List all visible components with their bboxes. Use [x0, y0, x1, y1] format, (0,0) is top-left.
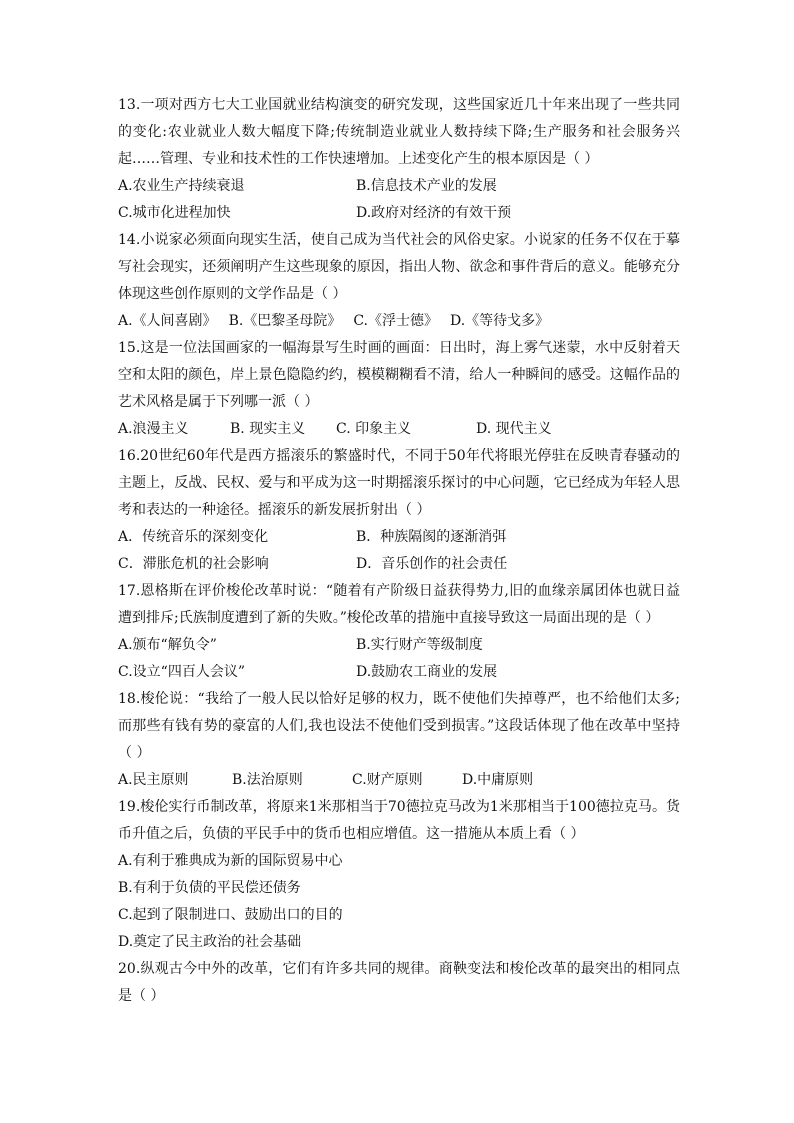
option-c: C.财产原则	[352, 772, 423, 788]
option-a: A.浪漫主义	[118, 421, 189, 437]
question-18	[118, 686, 680, 794]
options-row	[118, 659, 680, 686]
question-stem: 17.恩格斯在评价梭伦改革时说：“随着有产阶级日益获得势力,旧的血缘亲属团体也就日益遭到排斥;氏族制度遭到了新的失败。”梭伦改革的措施中直接导致这一局面出现的是（ ）	[118, 583, 680, 626]
option-d: D.中庸原则	[462, 772, 534, 788]
option-c: C.设立“四百人会议”	[118, 664, 245, 680]
option-b: B.法治原则	[232, 772, 303, 788]
question-17	[118, 578, 680, 686]
option-c: C.《浮士德》	[353, 313, 438, 329]
question-stem: 15.这是一位法国画家的一幅海景写生时画的画面：日出时，海上雾气迷蒙，水中反射着天空和太阳的颜色，岸上景色隐隐约约，模模糊糊看不清，给人一种瞬间的感受。这幅作品的艺术风格是属于下列哪一派（ ）	[118, 340, 680, 410]
options-row	[118, 416, 680, 443]
option-c: C.起到了限制进口、鼓励出口的目的	[118, 907, 343, 923]
options-row	[118, 173, 680, 200]
question-stem: 20.纵观古今中外的改革，它们有许多共同的规律。商鞅变法和梭伦改革的最突出的相同点是（ ）	[118, 961, 680, 1004]
question-20	[118, 956, 680, 1010]
option-a: A.有利于雅典成为新的国际贸易中心	[118, 853, 343, 869]
option-c: C. 印象主义	[336, 421, 412, 437]
option-b: B.《巴黎圣母院》	[228, 313, 342, 329]
option-d: D.政府对经济的有效干预	[356, 205, 512, 221]
question-stem: 16.20世纪60年代是西方摇滚乐的繁盛时代，不同于50年代将眼光停驻在反映青春骚动的主题上，反战、民权、爱与和平成为这一时期摇滚乐探讨的中心问题，它已经成为年轻人思考和表达的一种途径。摇滚乐的新发展折射出（ ）	[118, 448, 680, 518]
question-stem: 19.梭伦实行币制改革，将原来1米那相当于70德拉克马改为1米那相当于100德拉克马。货币升值之后，负债的平民手中的货币也相应增值。这一措施从本质上看（ ）	[118, 799, 680, 842]
options-row	[118, 767, 680, 794]
option-b: B．种族隔阂的逐渐消弭	[356, 529, 507, 545]
option-b: B.实行财产等级制度	[356, 637, 483, 653]
question-stem: 18.梭伦说：“我给了一般人民以恰好足够的权力，既不使他们失掉尊严，也不给他们太多;而那些有钱有势的豪富的人们,我也设法不使他们受到损害。”这段话体现了他在改革中坚持（ ）	[118, 691, 680, 761]
option-c: C.城市化进程加快	[118, 205, 231, 221]
option-a: A.颁布“解负令”	[118, 637, 217, 653]
question-19	[118, 794, 680, 956]
option-a: A．传统音乐的深刻变化	[118, 529, 269, 545]
option-a: A.农业生产持续衰退	[118, 178, 245, 194]
option-a: A.《人间喜剧》	[118, 313, 217, 329]
options-row	[118, 308, 680, 335]
options-row	[118, 632, 680, 659]
options-row	[118, 551, 680, 578]
option-d: D.鼓励农工商业的发展	[356, 664, 498, 680]
question-13	[118, 92, 680, 227]
option-b: B.有利于负债的平民偿还债务	[118, 880, 301, 896]
option-c: C．滞胀危机的社会影响	[118, 556, 269, 572]
question-15	[118, 335, 680, 443]
question-16	[118, 443, 680, 578]
option-b: B. 现实主义	[230, 421, 306, 437]
options-row	[118, 200, 680, 227]
question-stem: 13.一项对西方七大工业国就业结构演变的研究发现，这些国家近几十年来出现了一些共同的变化:农业就业人数大幅度下降;传统制造业就业人数持续下降;生产服务和社会服务兴起……管理、专业和技术性的工作快速增加。上述变化产生的根本原因是（ ）	[118, 97, 680, 167]
question-stem: 14.小说家必须面向现实生活，使自己成为当代社会的风俗史家。小说家的任务不仅在于摹写社会现实，还须阐明产生这些现象的原因，指出人物、欲念和事件背后的意义。能够充分体现这些创作原则的文学作品是（ ）	[118, 232, 680, 302]
option-d: D.奠定了民主政治的社会基础	[118, 934, 302, 950]
option-d: D. 现代主义	[476, 421, 552, 437]
option-a: A.民主原则	[118, 772, 189, 788]
option-d: D．音乐创作的社会责任	[356, 556, 508, 572]
option-b: B.信息技术产业的发展	[356, 178, 497, 194]
options-row	[118, 524, 680, 551]
option-d: D.《等待戈多》	[449, 313, 550, 329]
question-14	[118, 227, 680, 335]
exam-page	[118, 92, 680, 1010]
